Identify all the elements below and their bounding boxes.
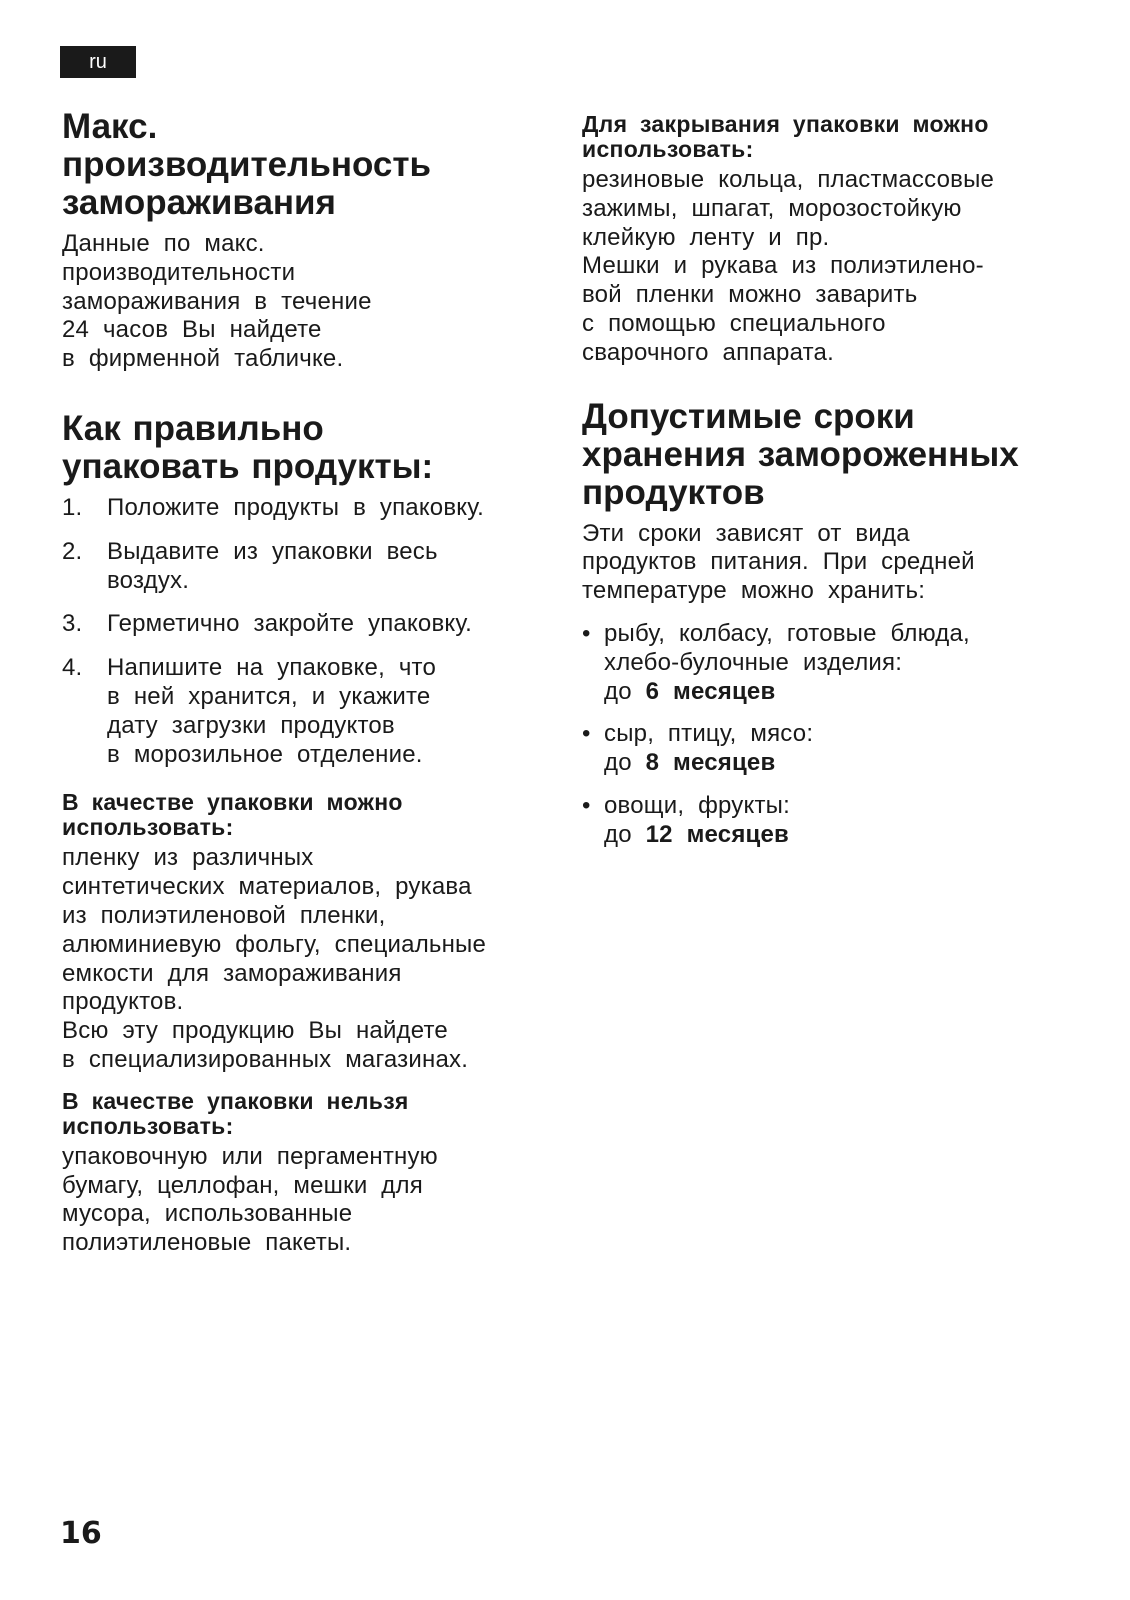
packing-steps-list [62, 494, 552, 769]
subheading-closing-packaging: Для закрывания упаковки можно использовать: [582, 111, 989, 162]
language-tab: ru [60, 46, 136, 78]
freezing-capacity-text: Данные по макс. производительности замораживания в течение 24 часов Вы найдете в фирменной табличке. [62, 230, 372, 373]
page-number: 16 [60, 1516, 102, 1551]
storage-duration: до 8 месяцев [604, 749, 776, 777]
section-title-storage-times: Допустимые сроки хранения замороженных продуктов [582, 396, 1019, 512]
section-title-freezing-capacity: Макс. производительность замораживания [62, 107, 432, 222]
list-item: • овощи, фрукты: до 12 месяцев [582, 792, 1082, 850]
list-item: 3. Герметично закройте упаковку. [62, 610, 473, 638]
storage-times-intro: Эти сроки зависят от вида продуктов питания. При средней температуре можно хранить: [582, 519, 975, 605]
closing-packaging-text: резиновые кольца, пластмассовые зажимы, шпагат, морозостойкую клейкую ленту и пр. Мешки и рукава из полиэтилено- вой пленки можно заварить с помощью специального сварочного аппарата. [582, 166, 995, 366]
subheading-forbidden-packaging: В качестве упаковки нельзя использовать: [62, 1087, 409, 1139]
section-title-packing: Как правильно упаковать продукты: [62, 408, 434, 486]
forbidden-packaging-text: упаковочную или пергаментную бумагу, целлофан, мешки для мусора, использованные полиэтиленовые пакеты. [62, 1142, 438, 1257]
left-column [62, 108, 552, 1258]
storage-duration: до 6 месяцев [604, 677, 776, 705]
list-item: 4. Напишите на упаковке, что в ней хранится, и укажите дату загрузки продуктов в морозильное отделение. [62, 654, 436, 768]
bullet-icon: • [582, 720, 591, 748]
bullet-icon: • [582, 619, 591, 647]
list-item: • рыбу, колбасу, готовые блюда, хлебо-булочные изделия: до 6 месяцев [582, 620, 1082, 706]
storage-duration: до 12 месяцев [604, 820, 789, 848]
storage-times-list [582, 620, 1082, 850]
right-column [582, 112, 1082, 864]
subheading-allowed-packaging: В качестве упаковки можно использовать: [62, 789, 403, 841]
list-item: 1. Положите продукты в упаковку. [62, 493, 484, 521]
list-item: • сыр, птицу, мясо: до 8 месяцев [582, 720, 1082, 778]
bullet-icon: • [582, 791, 591, 819]
allowed-packaging-text: пленку из различных синтетических материалов, рукава из полиэтиленовой пленки, алюминиевую фольгу, специальные емкости для замораживания продуктов. Всю эту продукцию Вы найдете в специализированных магазинах. [62, 844, 487, 1073]
list-item: 2. Выдавите из упаковки весь воздух. [62, 537, 438, 594]
